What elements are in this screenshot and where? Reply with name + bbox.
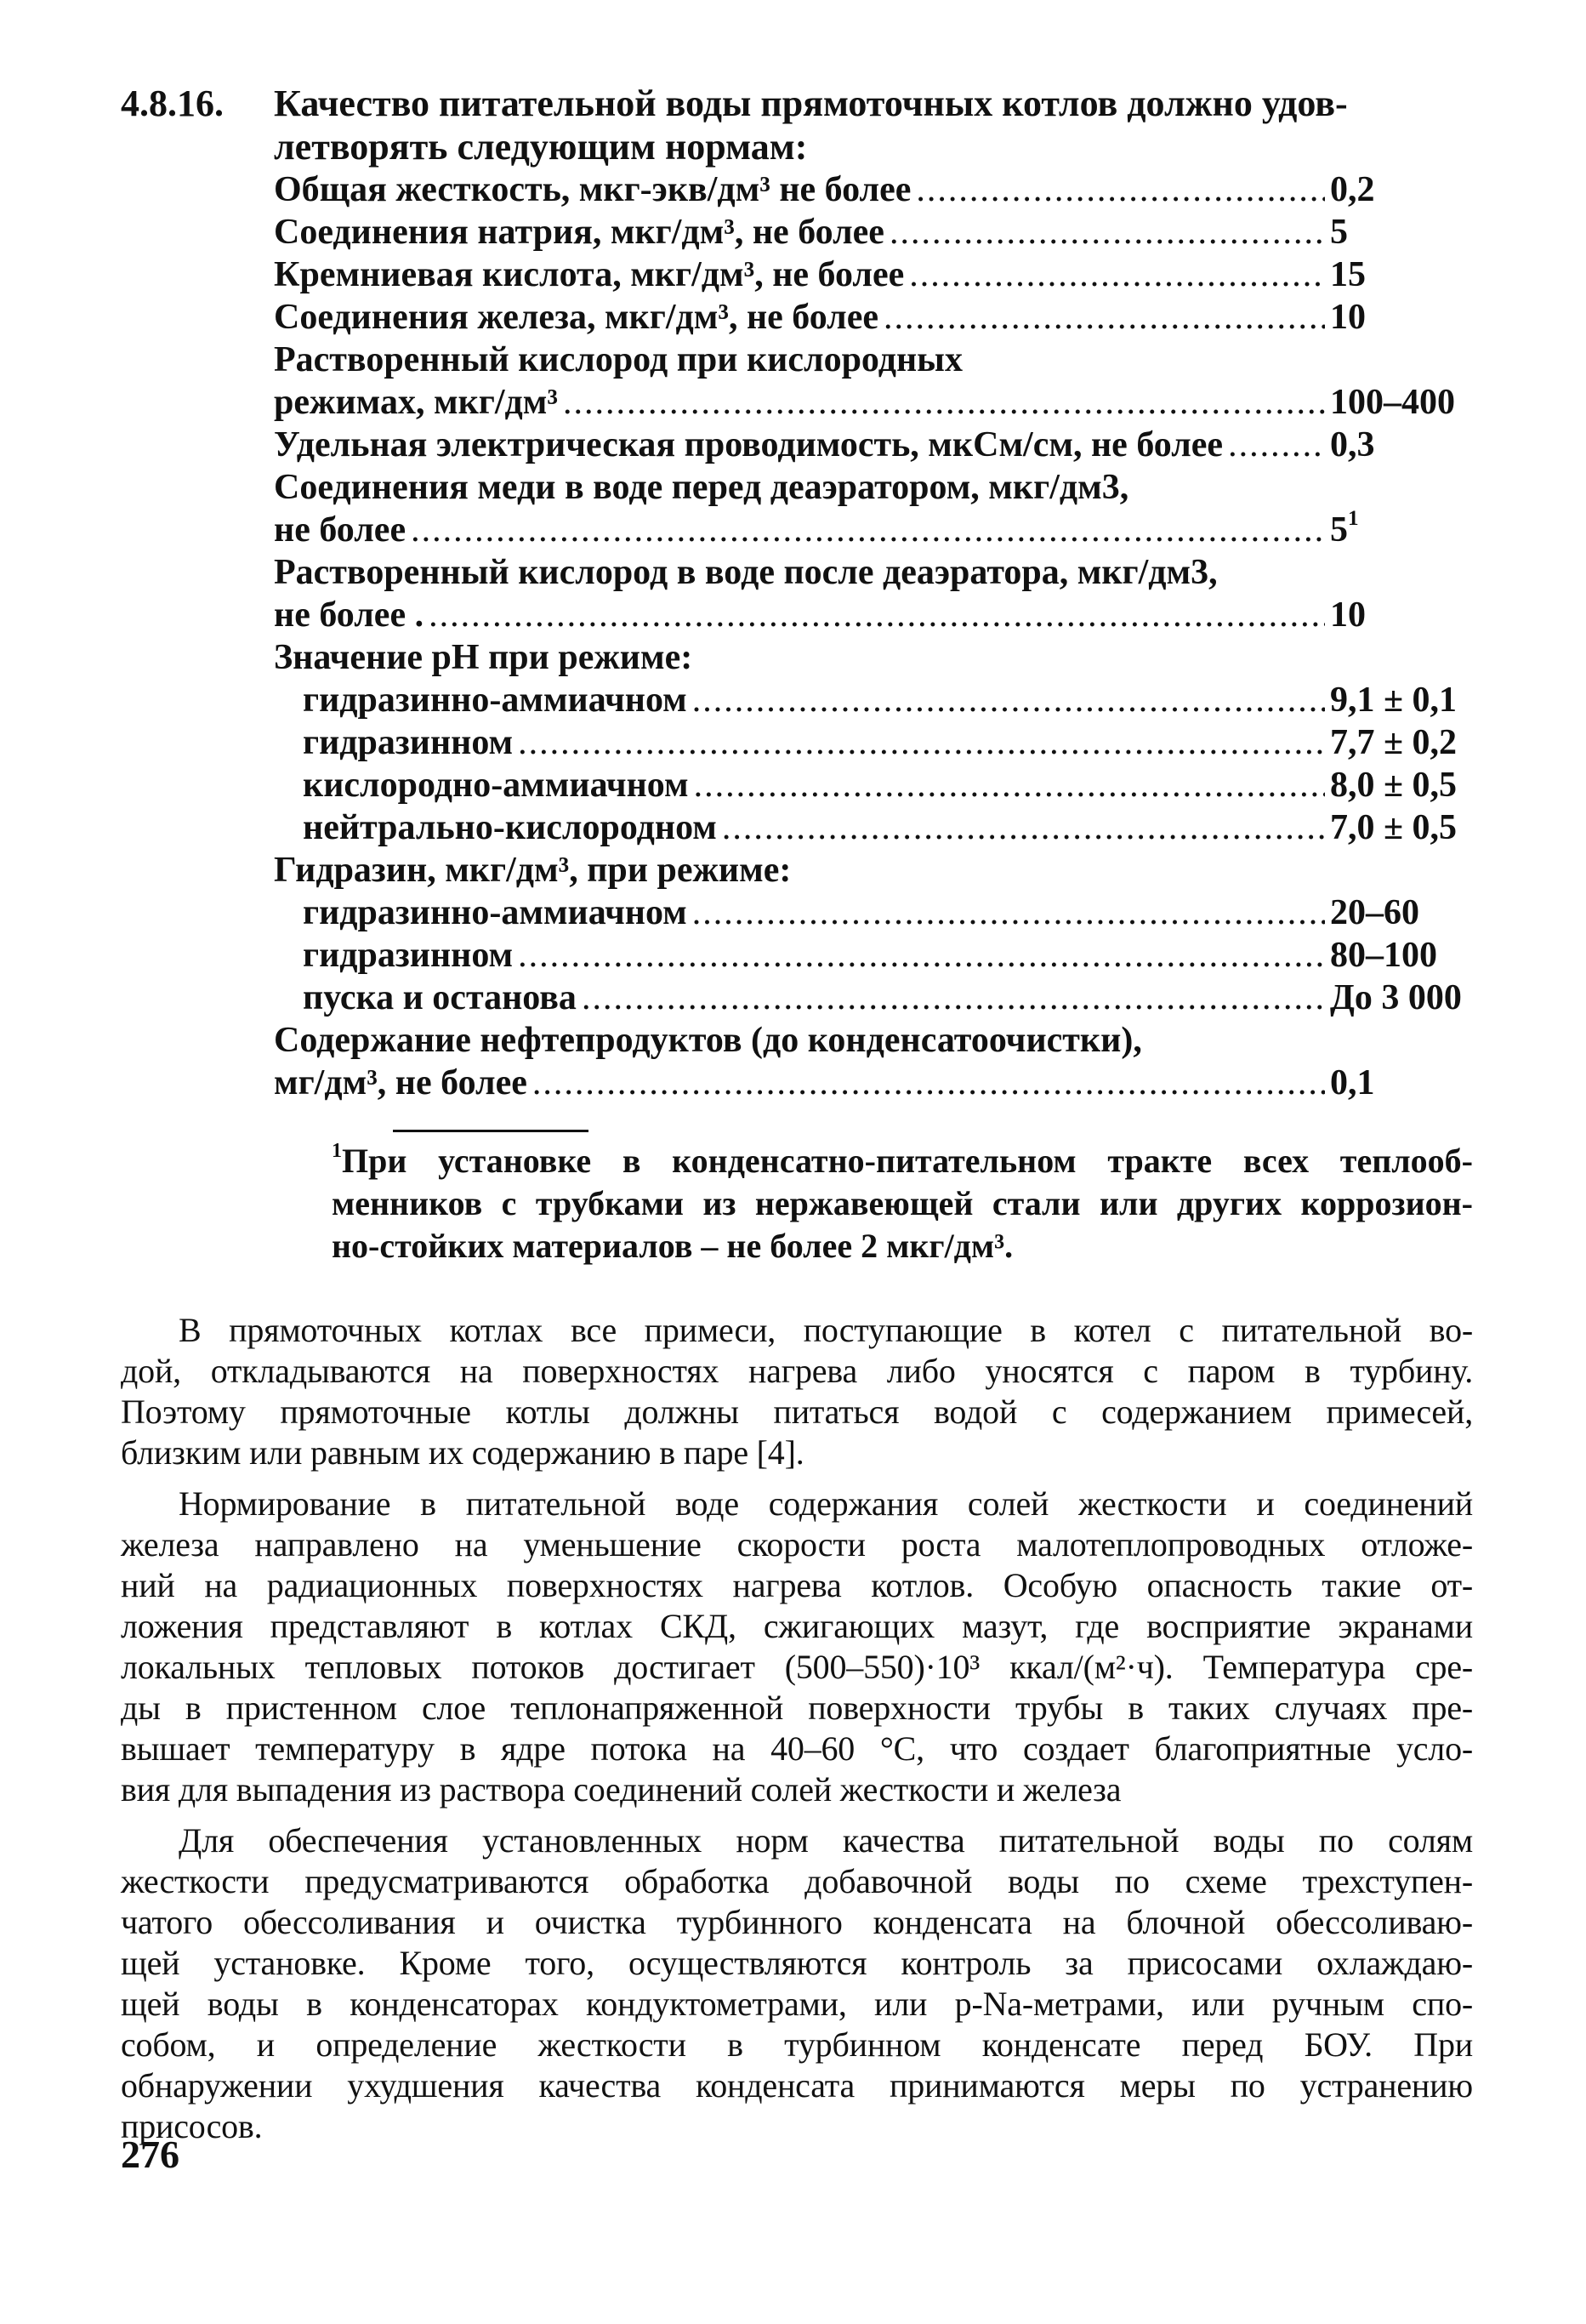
paragraph [121,1820,1473,2147]
ph-row [274,679,1473,721]
norm-value: 0,3 [1330,425,1375,464]
norm-dissolved-oxygen-label: Растворенный кислород при кислородных [274,340,963,379]
dot-leader [518,934,1325,977]
dot-leader [692,679,1325,721]
norm-sodium [274,211,1473,253]
text-line: В прямоточных котлах все примеси, поступающие в котел с питательной во- [179,1311,1473,1349]
text-line: Для обеспечения установленных норм качества питательной воды по солям [179,1821,1473,1860]
footnote [332,1140,1473,1267]
section-title [274,82,1473,168]
text-line: жесткости предусматриваются обработка добавочной воды по схеме трехступен- [121,1862,1473,1900]
norm-label: нейтрально-кислородном [303,808,717,847]
text-line: присосов. [121,2107,263,2145]
text-line: Поэтому прямоточные котлы должны питаться водой с содержанием примесей, [121,1393,1473,1431]
text-line: вия для выпадения из раствора соединений солей жесткости и железа [121,1770,1122,1809]
norm-label: гидразинно-аммиачном [303,893,687,932]
norm-value: 0,2 [1330,170,1375,209]
norm-label: Удельная электрическая проводимость, мкСм/см, не более [274,425,1224,464]
norm-oil-label: Содержание нефтепродуктов (до конденсатоочистки), [274,1021,1142,1060]
footnote-marker: 1 [332,1140,342,1162]
hydrazine-row [274,891,1473,934]
norm-label: Соединения натрия, мкг/дм³, не более [274,213,884,252]
text-line: собом, и определение жесткости в турбинном конденсате перед БОУ. При [121,2025,1473,2064]
page-number: 276 [121,2133,179,2176]
norm-value: 100–400 [1330,383,1455,422]
body-text [121,1310,1473,2157]
footnote-line: менников с трубками из нержавеющей стали или других коррозион- [332,1184,1473,1222]
text-line: чатого обессоливания и очистка турбинного конденсата на блочной обессоливаю- [121,1903,1473,1941]
norm-iron [274,296,1473,339]
footnote-reference: 1 [1348,507,1359,531]
text-line: ложения представляют в котлах СКД, сжигающих мазут, где восприятие экранами [121,1607,1473,1645]
dot-leader [411,509,1325,551]
text-line: железа направлено на уменьшение скорости роста малотеплопроводных отложе- [121,1525,1473,1564]
norm-value: 0,1 [1330,1063,1375,1102]
dot-leader [532,1062,1325,1104]
norm-value: 5 [1330,213,1348,252]
norm-value: 15 [1330,255,1366,294]
norm-value: 8,0 ± 0,5 [1330,766,1458,805]
norm-value: 80–100 [1330,936,1437,975]
text-line: щей установке. Кроме того, осуществляются контроль за присосами охлаждаю- [121,1944,1473,1982]
text-line: Нормирование в питательной воде содержания солей жесткости и соединений [179,1484,1473,1523]
norm-total-hardness [274,168,1473,211]
dot-leader [884,296,1325,339]
norm-label: мг/дм³, не более [274,1063,527,1102]
dot-leader [694,764,1325,806]
dot-leader [429,594,1325,636]
norm-value: 7,0 ± 0,5 [1330,808,1458,847]
norm-silicic-acid [274,253,1473,296]
norm-label: не более [274,510,406,550]
text-line: близким или равным их содержанию в паре [4]. [121,1433,804,1472]
norm-value [1330,509,1473,551]
paragraph [121,1484,1473,1810]
norm-value: 20–60 [1330,893,1419,932]
norm-oxygen-after-deaerator [274,594,1473,636]
text-line: щей воды в конденсаторах кондуктометрами, или р-Na-метрами, или ручным спо- [121,1985,1473,2023]
norm-label: пуска и останова [303,978,577,1017]
hydrazine-row [274,934,1473,977]
footnote-line [332,1140,1473,1182]
footnote-line: но-стойких материалов – не более 2 мкг/дм³. [332,1227,1014,1265]
text-line: дой, откладываются на поверхностях нагрева либо уносятся с паром в турбину. [121,1352,1473,1390]
dot-leader [563,381,1325,424]
dot-leader [582,977,1325,1019]
text-line: вышает температуру в ядре потока на 40–60 °С, что создает благоприятные усло- [121,1729,1473,1768]
norm-label: Кремниевая кислота, мкг/дм³, не более [274,255,905,294]
dot-leader [518,721,1325,764]
dot-leader [890,211,1325,253]
section-4-8-16 [121,82,1473,1104]
norm-label: гидразинном [303,936,514,975]
ph-row [274,806,1473,849]
norm-oil [274,1062,1473,1104]
text-line: локальных тепловых потоков достигает (500–550)·10³ ккал/(м²·ч). Температура сре- [121,1648,1473,1686]
norm-value: 10 [1330,595,1366,635]
section-title-line: Качество питательной воды прямоточных котлов должно удов- [274,83,1348,124]
hydrazine-row [274,977,1473,1019]
norm-value-number: 5 [1330,510,1348,550]
footnote-rule [393,1130,588,1132]
norm-value: До 3 000 [1330,978,1462,1017]
norm-copper [274,509,1473,551]
norm-copper-label: Соединения меди в воде перед деаэратором, мкг/дм3, [274,468,1129,507]
dot-leader [692,891,1325,934]
section-title-line: летворять следующим нормам: [274,126,808,168]
ph-row [274,721,1473,764]
section-heading [121,82,1473,168]
norm-label: кислородно-аммиачном [303,766,689,805]
norm-label: Соединения железа, мкг/дм³, не более [274,298,879,337]
norm-conductivity [274,424,1473,466]
ph-heading: Значение рН при режиме: [274,638,693,677]
dot-leader [916,168,1325,211]
dot-leader [909,253,1325,296]
norm-value: 7,7 ± 0,2 [1330,723,1458,762]
norm-dissolved-oxygen [274,381,1473,424]
text-line: ний на радиационных поверхностях нагрева котлов. Особую опасность такие от- [121,1566,1473,1604]
norms-list [274,168,1473,1104]
hydrazine-heading: Гидразин, мкг/дм³, при режиме: [274,851,792,890]
norm-value: 9,1 ± 0,1 [1330,681,1458,720]
norm-label: не более . [274,595,424,635]
section-number: 4.8.16. [121,83,224,124]
norm-label: гидразинном [303,723,514,762]
text-line: обнаружении ухудшения качества конденсата принимаются меры по устранению [121,2066,1473,2105]
dot-leader [1228,424,1325,466]
paragraph [121,1310,1473,1473]
norm-label: Общая жесткость, мкг-экв/дм³ не более [274,170,912,209]
text-line: ды в пристенном слое теплонапряженной поверхности трубы в таких случаях пре- [121,1689,1473,1727]
norm-oxygen-after-deaerator-label: Растворенный кислород в воде после деаэратора, мкг/дм3, [274,553,1218,592]
norm-label: режимах, мкг/дм³ [274,383,558,422]
norm-label: гидразинно-аммиачном [303,681,687,720]
ph-row [274,764,1473,806]
norm-value: 10 [1330,298,1366,337]
footnote-text: При установке в конденсатно-питательном тракте всех теплооб- [342,1142,1473,1180]
dot-leader [722,806,1325,849]
